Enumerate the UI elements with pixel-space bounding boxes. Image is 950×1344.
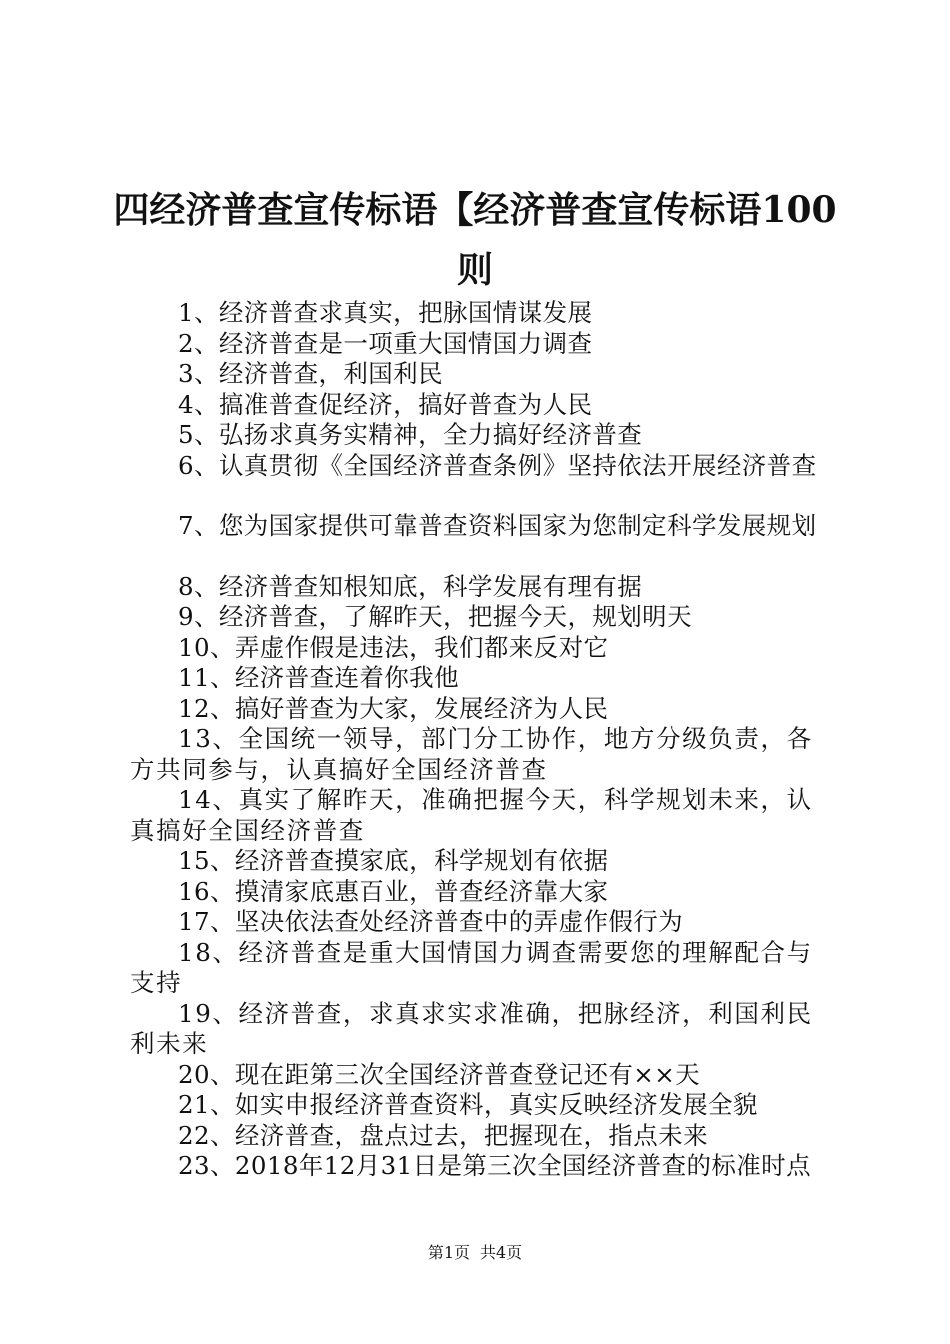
list-item: 8、经济普查知根知底，科学发展有理有据: [178, 571, 643, 601]
list-item: 1、经济普查求真实，把脉国情谋发展: [178, 298, 593, 327]
list-item: 3、经济普查，利国利民: [178, 359, 443, 388]
list-item: 6、认真贯彻《全国经济普查条例》坚持依法开展经济普查: [178, 450, 817, 480]
page-number: 第1页: [427, 1243, 470, 1262]
list-item: 16、摸清家底惠百业，普查经济靠大家: [178, 876, 609, 906]
list-item: 15、经济普查摸家底，科学规划有依据: [178, 846, 609, 875]
slogan-list: [130, 298, 830, 1182]
list-item: 5、弘扬求真务实精神，全力搞好经济普查: [178, 420, 643, 449]
list-item: 22、经济普查，盘点过去，把握现在，指点未来: [178, 1120, 708, 1150]
list-item: 2、经济普查是一项重大国情国力调查: [178, 328, 593, 358]
page-total: 共4页: [480, 1243, 523, 1262]
list-item: 10、弄虚作假是违法，我们都来反对它: [178, 632, 609, 662]
list-item: 11、经济普查连着你我他: [178, 663, 459, 692]
page-footer: [0, 1242, 950, 1264]
list-item: 17、坚决依法查处经济普查中的弄虚作假行为: [178, 907, 684, 936]
list-item: 12、搞好普查为大家，发展经济为人民: [178, 693, 609, 723]
list-item: 14、真实了解昨天，准确把握今天，科学规划未来，认真搞好全国经济普查: [130, 785, 813, 845]
page-title: 四经济普查宣传标语【经济普查宣传标语100则: [113, 189, 837, 291]
list-item: 7、您为国家提供可靠普查资料国家为您制定科学发展规划: [178, 511, 817, 540]
list-item: 21、如实申报经济普查资料，真实反映经济发展全貌: [178, 1090, 758, 1119]
list-item: 4、搞准普查促经济，搞好普查为人民: [178, 389, 593, 419]
list-item: 13、全国统一领导，部门分工协作，地方分级负责，各方共同参与，认真搞好全国经济普查: [130, 724, 813, 784]
list-item: 20、现在距第三次全国经济普查登记还有××天: [178, 1059, 701, 1089]
list-item: 19、经济普查，求真求实求准确，把脉经济，利国利民利未来: [130, 998, 813, 1058]
list-item: 18、经济普查是重大国情国力调查需要您的理解配合与支持: [130, 937, 813, 997]
list-item: 23、2018年12月31日是第三次全国经济普查的标准时点: [178, 1151, 811, 1180]
list-item: 9、经济普查，了解昨天，把握今天，规划明天: [178, 602, 692, 631]
